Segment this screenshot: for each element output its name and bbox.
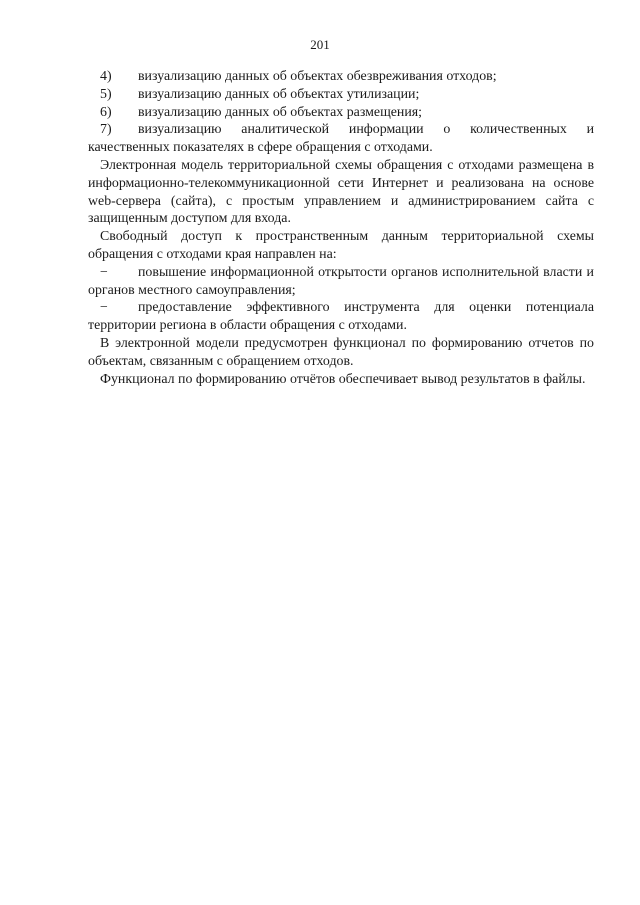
list-item bbox=[88, 86, 594, 104]
dash-marker: − bbox=[100, 300, 108, 316]
dash-item-text: предоставление эффективного инструмента для оценки потенциала территории региона в области обращения с отходами. bbox=[88, 300, 594, 334]
dash-list-item bbox=[88, 264, 594, 300]
list-item-number: 5) bbox=[100, 86, 112, 102]
list-item-text: визуализацию данных об объектах утилизации; bbox=[138, 86, 420, 102]
paragraph-free-access: Свободный доступ к пространственным данным территориальной схемы обращения с отходами края направлен на: bbox=[88, 229, 594, 262]
dash-marker: − bbox=[100, 264, 108, 280]
page-number: 201 bbox=[310, 37, 330, 52]
list-item-text: визуализацию данных об объектах обезвреживания отходов; bbox=[138, 69, 497, 84]
list-item-text: визуализацию данных об объектах размещения; bbox=[138, 104, 423, 120]
page-body bbox=[88, 68, 594, 388]
list-item bbox=[88, 121, 594, 157]
list-item bbox=[88, 104, 594, 122]
list-item bbox=[88, 68, 594, 86]
paragraph-report-output: Функционал по формированию отчётов обеспечивает вывод результатов в файлы. bbox=[100, 371, 586, 387]
list-item-text: визуализацию аналитической информации о количественных и качественных показателях в сфере обращения с отходами. bbox=[88, 122, 594, 156]
paragraph-electronic-model: Электронная модель территориальной схемы обращения с отходами размещена в информационно-телекоммуникационной сети Интернет и реализована на основе web-сервера (сайта), с простым управлением и администрированием сайта с защищенным доступом для входа. bbox=[88, 157, 594, 227]
dash-list-item bbox=[88, 299, 594, 335]
list-item-number: 4) bbox=[100, 69, 112, 84]
list-item-number: 6) bbox=[100, 104, 112, 120]
dash-item-text: повышение информационной открытости органов исполнительной власти и органов местного самоуправления; bbox=[88, 264, 594, 298]
list-item-number: 7) bbox=[100, 122, 112, 138]
paragraph-report-functionality: В электронной модели предусмотрен функционал по формированию отчетов по объектам, связанным с обращением отходов. bbox=[88, 335, 594, 369]
